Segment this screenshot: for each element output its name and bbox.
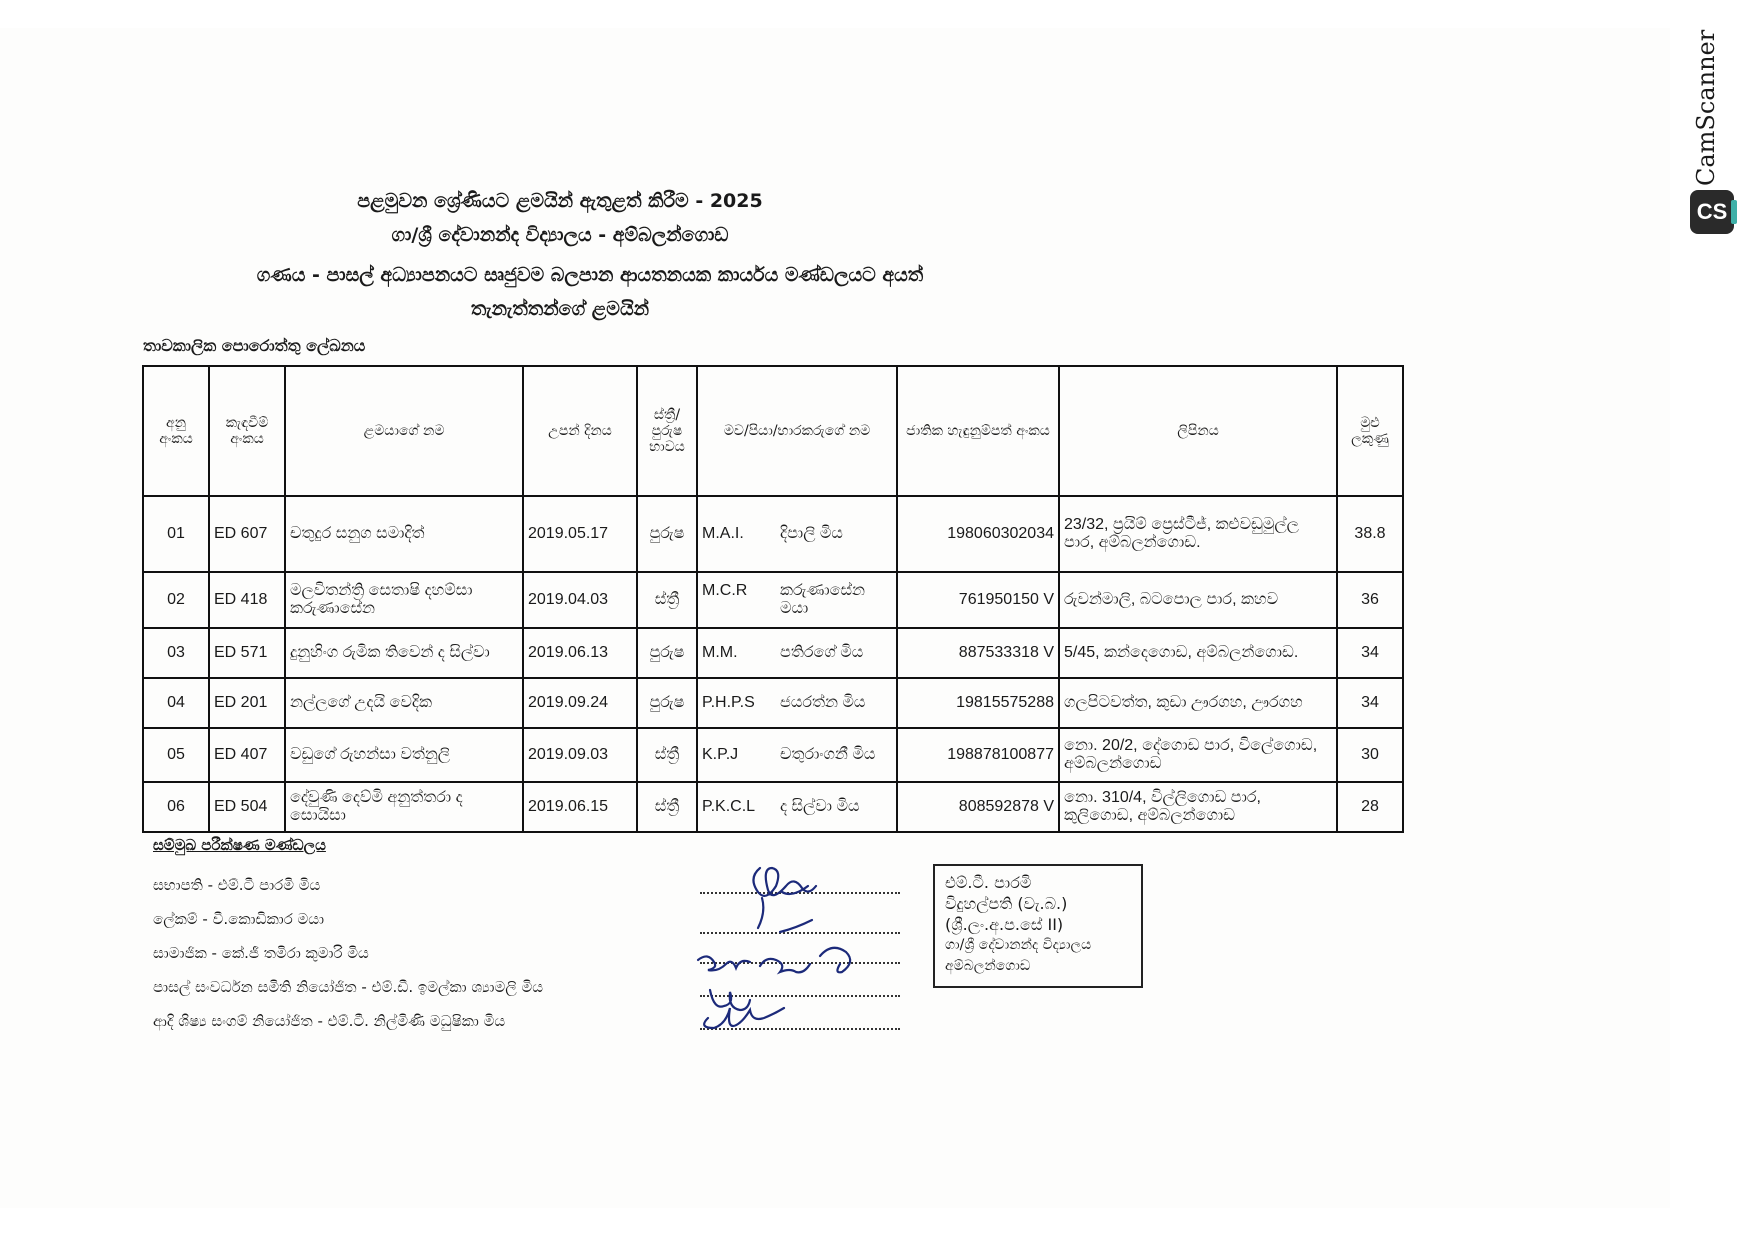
parent-cell <box>697 628 897 678</box>
category-line-2: තැනැත්තන්ගේ ළමයින් <box>470 298 650 320</box>
dob-cell: 2019.04.03 <box>523 572 637 628</box>
sex-cell: පුරුෂ <box>637 678 697 728</box>
parent-initials: M.A.I. <box>702 525 744 542</box>
address-cell: රුවන්මාලි, බටපොල පාර, කහව <box>1059 572 1337 628</box>
parent-initials: P.K.C.L <box>702 798 756 815</box>
name-cell: දේවුණි දෙව්මි අනුත්තරා ද සොයිසා <box>285 782 523 832</box>
nic-cell: 198060302034 <box>897 496 1059 572</box>
parent-name: කරුණාසේන මයා <box>780 582 865 617</box>
name-cell: නල්ලගේ උදයි වෙදික <box>285 678 523 728</box>
col-nic: ජාතික හැඳුනුම්පත් අංකය <box>897 366 1059 496</box>
committee-oba-rep: ආදි ශිෂ්‍ය සංගම් නියෝජිත - එම්.ටී. නිල්මිණි මධුෂිකා මිය <box>153 1012 506 1030</box>
table-header-row <box>143 366 1403 496</box>
interview-committee <box>153 836 543 1038</box>
admission-cell: ED 418 <box>209 572 285 628</box>
col-child-name: ළමයාගේ නම <box>285 366 523 496</box>
committee-chair: සභාපති - එම්.ටී පාරමි මිය <box>153 876 321 894</box>
table-row <box>143 678 1403 728</box>
parent-initials: P.H.P.S <box>702 694 755 711</box>
parent-cell <box>697 728 897 782</box>
handwritten-signatures <box>690 850 920 1040</box>
parent-cell <box>697 678 897 728</box>
nic-cell: 887533318 V <box>897 628 1059 678</box>
name-cell: දුනුහිංග රුමික තිවෙන් ද සිල්වා <box>285 628 523 678</box>
address-cell: 5/45, කන්දෙගොඩ, අම්බලන්ගොඩ. <box>1059 628 1337 678</box>
parent-cell <box>697 496 897 572</box>
address-cell: නො. 20/2, දේගොඩ පාර, විලේගොඩ, අම්බලන්ගොඩ <box>1059 728 1337 782</box>
school-name: ගා/ශ්‍රී දේවානන්ද විද්‍යාලය - අම්බලන්ගොඩ <box>391 224 729 246</box>
table-row <box>143 572 1403 628</box>
sex-cell: පුරුෂ <box>637 628 697 678</box>
col-address: ලිපිනය <box>1059 366 1337 496</box>
col-marks: මුළු ලකුණු <box>1337 366 1403 496</box>
committee-secretary: ලේකම් - වී.කොඩිකාර මයා <box>153 910 325 928</box>
address-cell: ගලපිටවත්ත, කුඩා ඌරගහ, ඌරගහ <box>1059 678 1337 728</box>
col-serial: අනු අංකය <box>143 366 209 496</box>
dob-cell: 2019.06.15 <box>523 782 637 832</box>
parent-name: දිපාලි මිය <box>780 525 843 542</box>
parent-initials: M.M. <box>702 644 738 661</box>
name-cell: වඩුගේ රුහන්සා වත්නුලි <box>285 728 523 782</box>
serial-cell: 03 <box>143 628 209 678</box>
col-dob: උපන් දිනය <box>523 366 637 496</box>
sex-cell: ස්ත්‍රී <box>637 782 697 832</box>
serial-cell: 02 <box>143 572 209 628</box>
camscanner-watermark: CamScanner <box>1692 29 1720 186</box>
serial-cell: 05 <box>143 728 209 782</box>
admission-cell: ED 504 <box>209 782 285 832</box>
principal-seal <box>933 864 1143 988</box>
nic-cell: 761950150 V <box>897 572 1059 628</box>
sex-cell: ස්ත්‍රී <box>637 572 697 628</box>
parent-name: පතිරගේ මිය <box>780 644 864 661</box>
parent-cell <box>697 782 897 832</box>
serial-cell: 06 <box>143 782 209 832</box>
dob-cell: 2019.09.03 <box>523 728 637 782</box>
address-cell: 23/32, ප්‍රයිම් ප්‍රෙස්ටීජ්, කළුවඩුමුල්ල පාර, අම්බලන්ගොඩ. <box>1059 496 1337 572</box>
seal-name: එම්.ටී. පාරමි <box>945 873 1032 892</box>
admission-cell: ED 607 <box>209 496 285 572</box>
parent-name: චතුරාංගනී මිය <box>780 746 876 763</box>
col-parent: මව/පියා/භාරකරුගේ නම <box>697 366 897 496</box>
dob-cell: 2019.05.17 <box>523 496 637 572</box>
admission-cell: ED 407 <box>209 728 285 782</box>
list-title: තාවකාලික පොරොත්තු ලේඛනය <box>143 336 366 355</box>
nic-cell: 198878100877 <box>897 728 1059 782</box>
nic-cell: 19815575288 <box>897 678 1059 728</box>
table-row <box>143 496 1403 572</box>
marks-cell: 34 <box>1337 678 1403 728</box>
table-row <box>143 782 1403 832</box>
seal-service: (ශ්‍රී.ලං.අ.ප.සේ II) <box>945 915 1064 934</box>
table-row <box>143 628 1403 678</box>
parent-name: ද සිල්වා මිය <box>780 798 860 815</box>
dob-cell: 2019.09.24 <box>523 678 637 728</box>
col-sex: ස්ත්‍රී/ පුරුෂ භාවය <box>637 366 697 496</box>
col-admission-no: කැඳවීම් අංකය <box>209 366 285 496</box>
seal-town: අම්බලන්ගොඩ <box>945 958 1031 974</box>
serial-cell: 01 <box>143 496 209 572</box>
seal-school: ගා/ශ්‍රී දේවානන්ද විද්‍යාලය <box>945 937 1092 953</box>
table-row <box>143 728 1403 782</box>
waiting-list-table <box>142 365 1404 833</box>
name-cell: චතුදුර සනුග සමාදිත් <box>285 496 523 572</box>
marks-cell: 28 <box>1337 782 1403 832</box>
admission-cell: ED 201 <box>209 678 285 728</box>
parent-cell <box>697 572 897 628</box>
committee-title: සම්මුඛ පරීක්ෂණ මණ්ඩලය <box>153 836 326 854</box>
dob-cell: 2019.06.13 <box>523 628 637 678</box>
sex-cell: ස්ත්‍රී <box>637 728 697 782</box>
camscanner-logo-icon: CS <box>1690 190 1734 234</box>
admission-cell: ED 571 <box>209 628 285 678</box>
sex-cell: පුරුෂ <box>637 496 697 572</box>
committee-sds-rep: පාසල් සංවර්ධන සමිති නියෝජිත - එම්.ඩී. ඉමල්කා ශ්‍යාමලි මිය <box>153 978 544 996</box>
marks-cell: 34 <box>1337 628 1403 678</box>
committee-member: සාමාජික - කේ.ජී තමිරා කුමාරි මිය <box>153 944 369 962</box>
category-line: ගණය - පාසල් අධ්‍යාපනයට සෘජුවම බලපාන ආයතනයක කාර්යය මණ්ඩලයට අයත් <box>256 264 924 286</box>
seal-designation: විදුහල්පති (වැ.බ.) <box>945 894 1068 913</box>
nic-cell: 808592878 V <box>897 782 1059 832</box>
marks-cell: 30 <box>1337 728 1403 782</box>
parent-initials: K.P.J <box>702 746 739 763</box>
marks-cell: 36 <box>1337 572 1403 628</box>
parent-name: ජයරත්න මිය <box>780 694 866 711</box>
address-cell: නො. 310/4, විල්ලිගොඩ පාර, කුලිගොඩ, අම්බලන්ගොඩ <box>1059 782 1337 832</box>
parent-initials: M.C.R <box>702 582 748 599</box>
name-cell: මලවිතන්ත්‍රි සෙතාෂි දහම්සා කරුණාසේන <box>285 572 523 628</box>
doc-title: පළමුවන ශ්‍රේණියට ළමයින් ඇතුළත් කිරීම - 2025 <box>357 190 763 212</box>
marks-cell: 38.8 <box>1337 496 1403 572</box>
serial-cell: 04 <box>143 678 209 728</box>
